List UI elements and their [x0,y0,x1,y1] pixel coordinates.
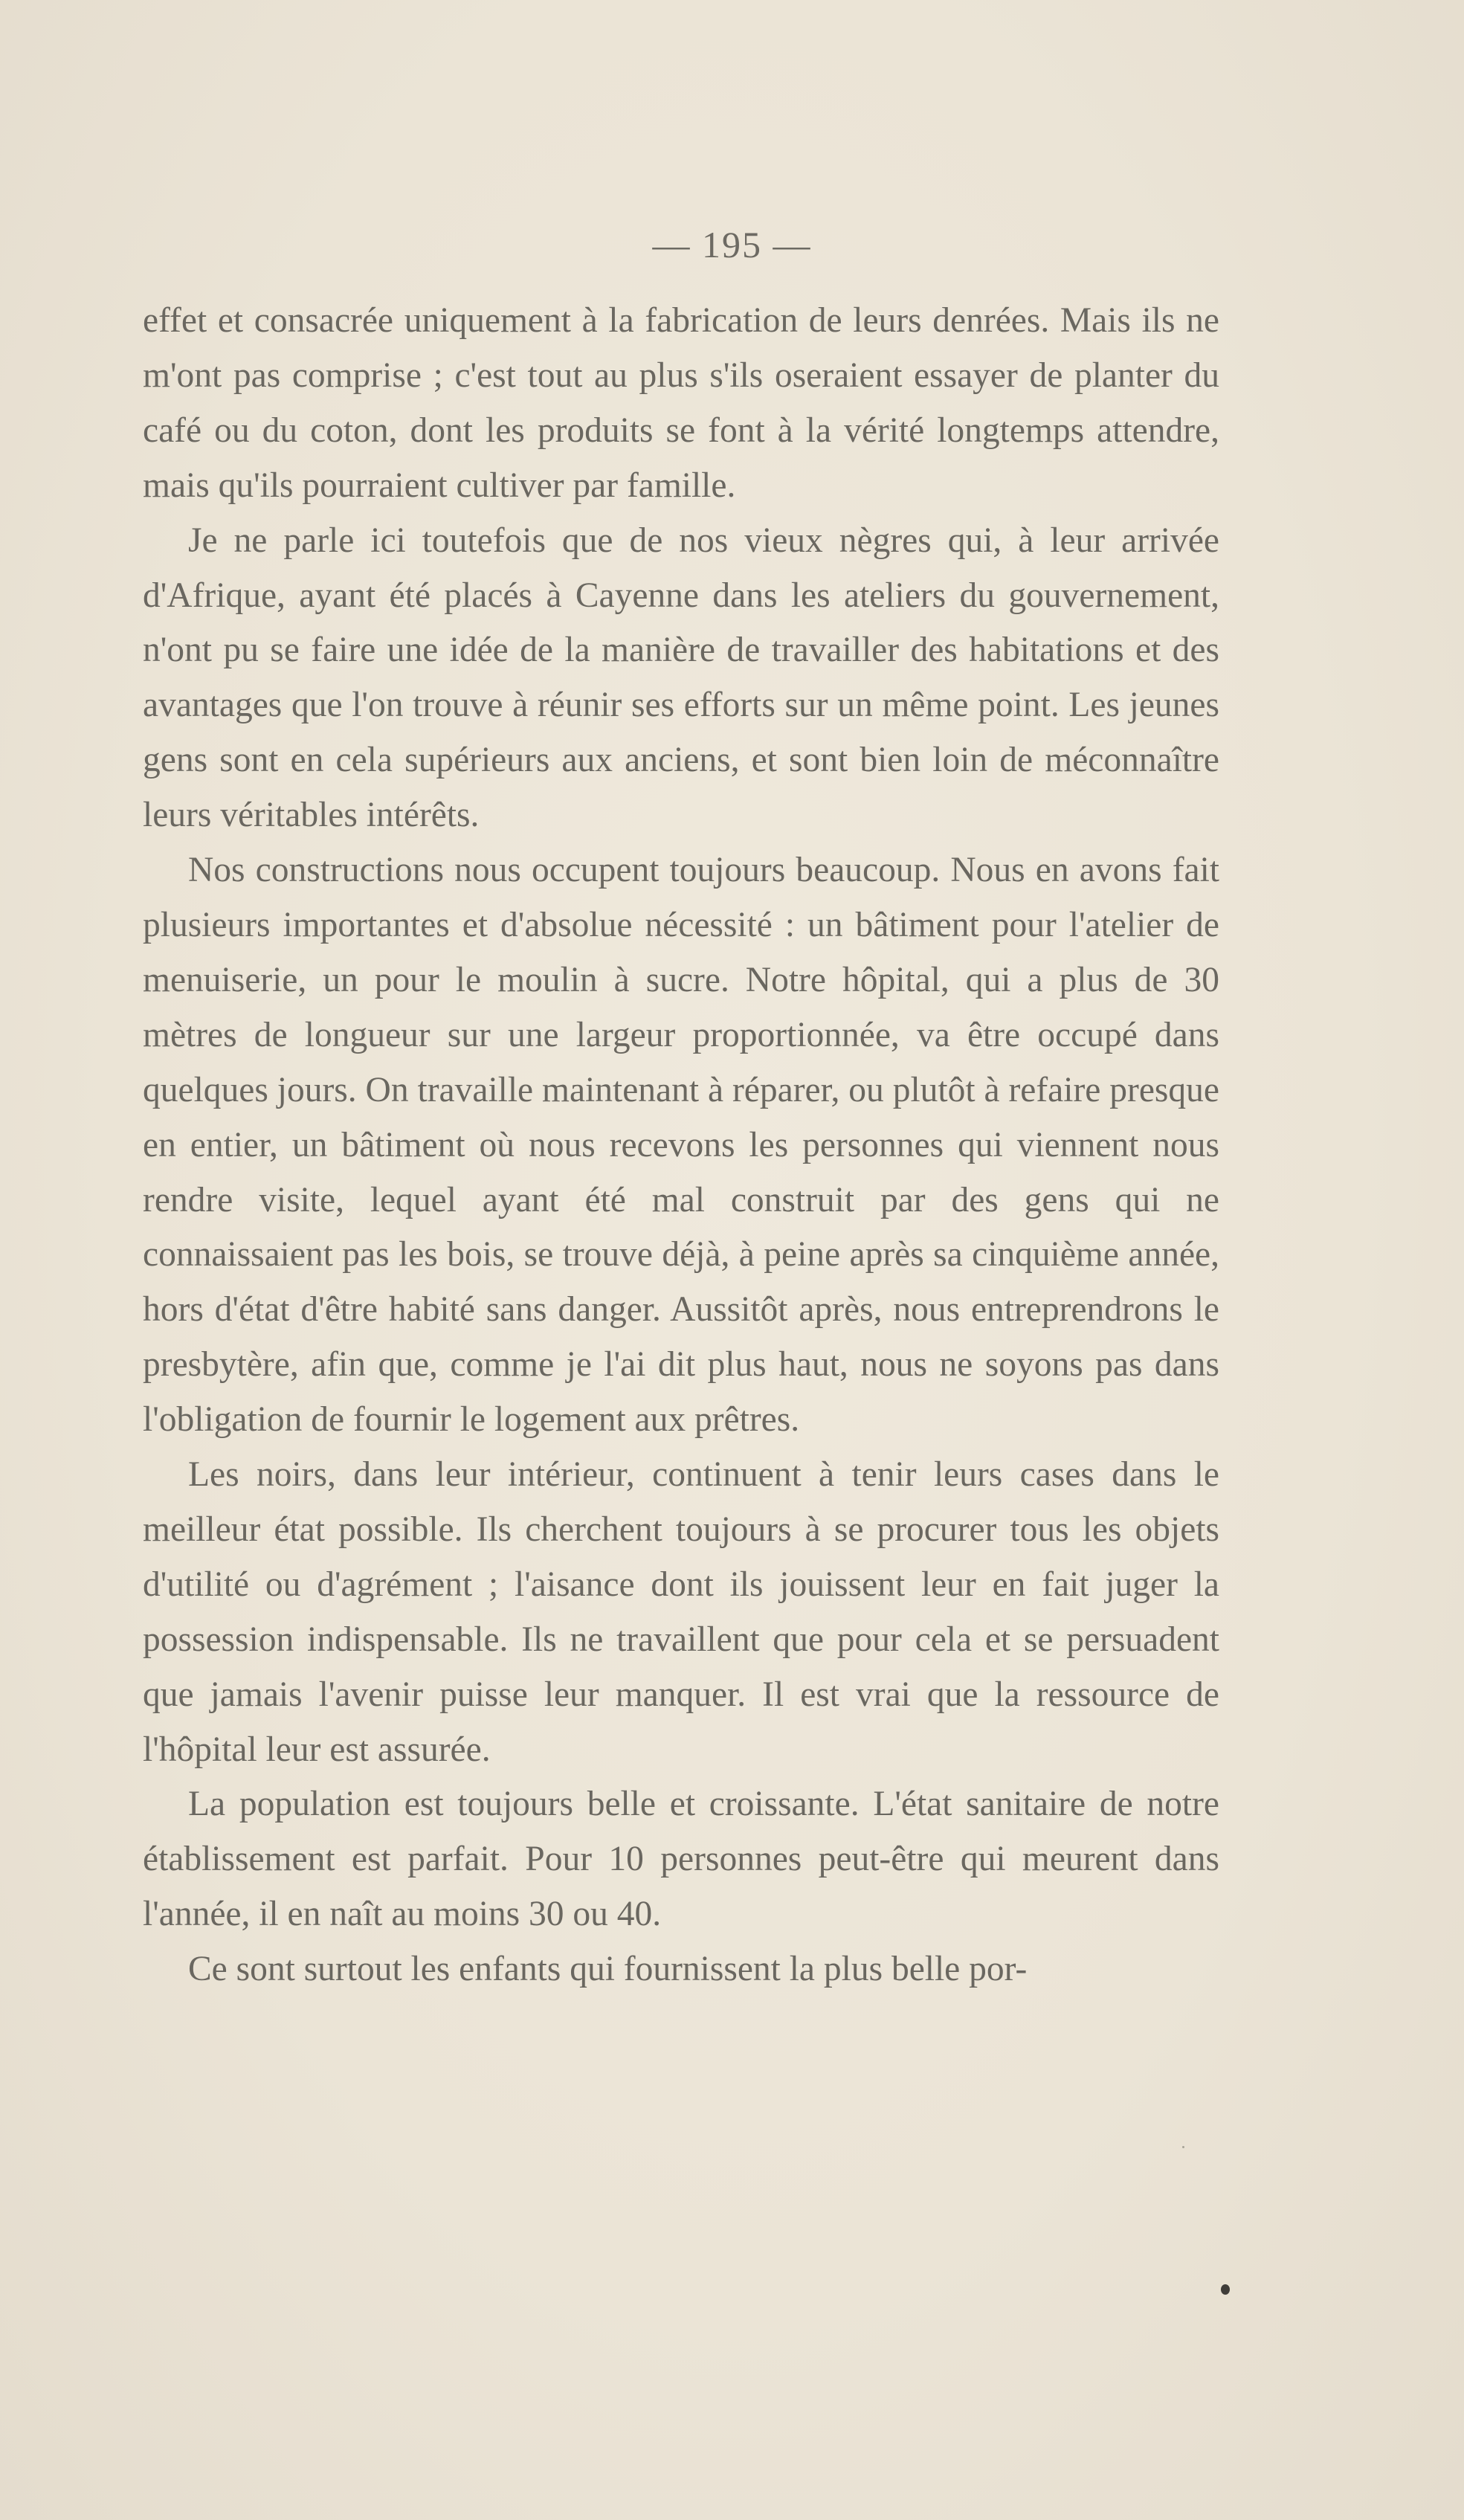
paragraph-1: effet et consacrée uniquement à la fabrication de leurs denrées. Mais ils ne m'ont pas comprise ; c'est tout au plus s'ils oseraient essayer de planter du café ou du coton, dont les produits se font à la vérité longtemps attendre, mais qu'ils pourraient cultiver par famille. [143,301,1219,505]
page-number: — 195 — [652,224,812,265]
paper-speck [1182,2146,1184,2148]
paragraph-5: La population est toujours belle et croissante. L'état sanitaire de notre établissement est parfait. Pour 10 personnes peut-être qui meurent dans l'année, il en naît au moins 30 ou 40. [143,1785,1219,1934]
ink-dot [1221,2284,1230,2295]
paragraph-6: Ce sont surtout les enfants qui fournissent la plus belle por- [188,1950,1028,1989]
paragraph-2: Je ne parle ici toutefois que de nos vieux nègres qui, à leur arrivée d'Afrique, ayant été placés à Cayenne dans les ateliers du gouvernement, n'ont pu se faire une idée de la manière de travailler des habitations et des avantages que l'on trouve à réunir ses efforts sur un même point. Les jeunes gens sont en cela supérieurs aux anciens, et sont bien loin de méconnaître leurs véritables intérêts. [143,521,1219,835]
body-text [143,294,1219,1997]
paragraph-3: Nos constructions nous occupent toujours beaucoup. Nous en avons fait plusieurs importantes et d'absolue nécessité : un bâtiment pour l'atelier de menuiserie, un pour le moulin à sucre. Notre hôpital, qui a plus de 30 mètres de longueur sur une largeur proportionnée, va être occupé dans quelques jours. On travaille maintenant à réparer, ou plutôt à refaire presque en entier, un bâtiment où nous recevons les personnes qui viennent nous rendre visite, lequel ayant été mal construit par des gens qui ne connaissaient pas les bois, se trouve déjà, à peine après sa cinquième année, hors d'état d'être habité sans danger. Aussitôt après, nous entreprendrons le presbytère, afin que, comme je l'ai dit plus haut, nous ne soyons pas dans l'obligation de fournir le logement aux prêtres. [143,851,1219,1440]
paragraph-4: Les noirs, dans leur intérieur, continuent à tenir leurs cases dans le meilleur état possible. Ils cherchent toujours à se procurer tous les objets d'utilité ou d'agrément ; l'aisance dont ils jouissent leur en fait juger la possession indispensable. Ils ne travaillent que pour cela et se persuadent que jamais l'avenir puisse leur manquer. Il est vrai que la ressource de l'hôpital leur est assurée. [143,1455,1219,1769]
